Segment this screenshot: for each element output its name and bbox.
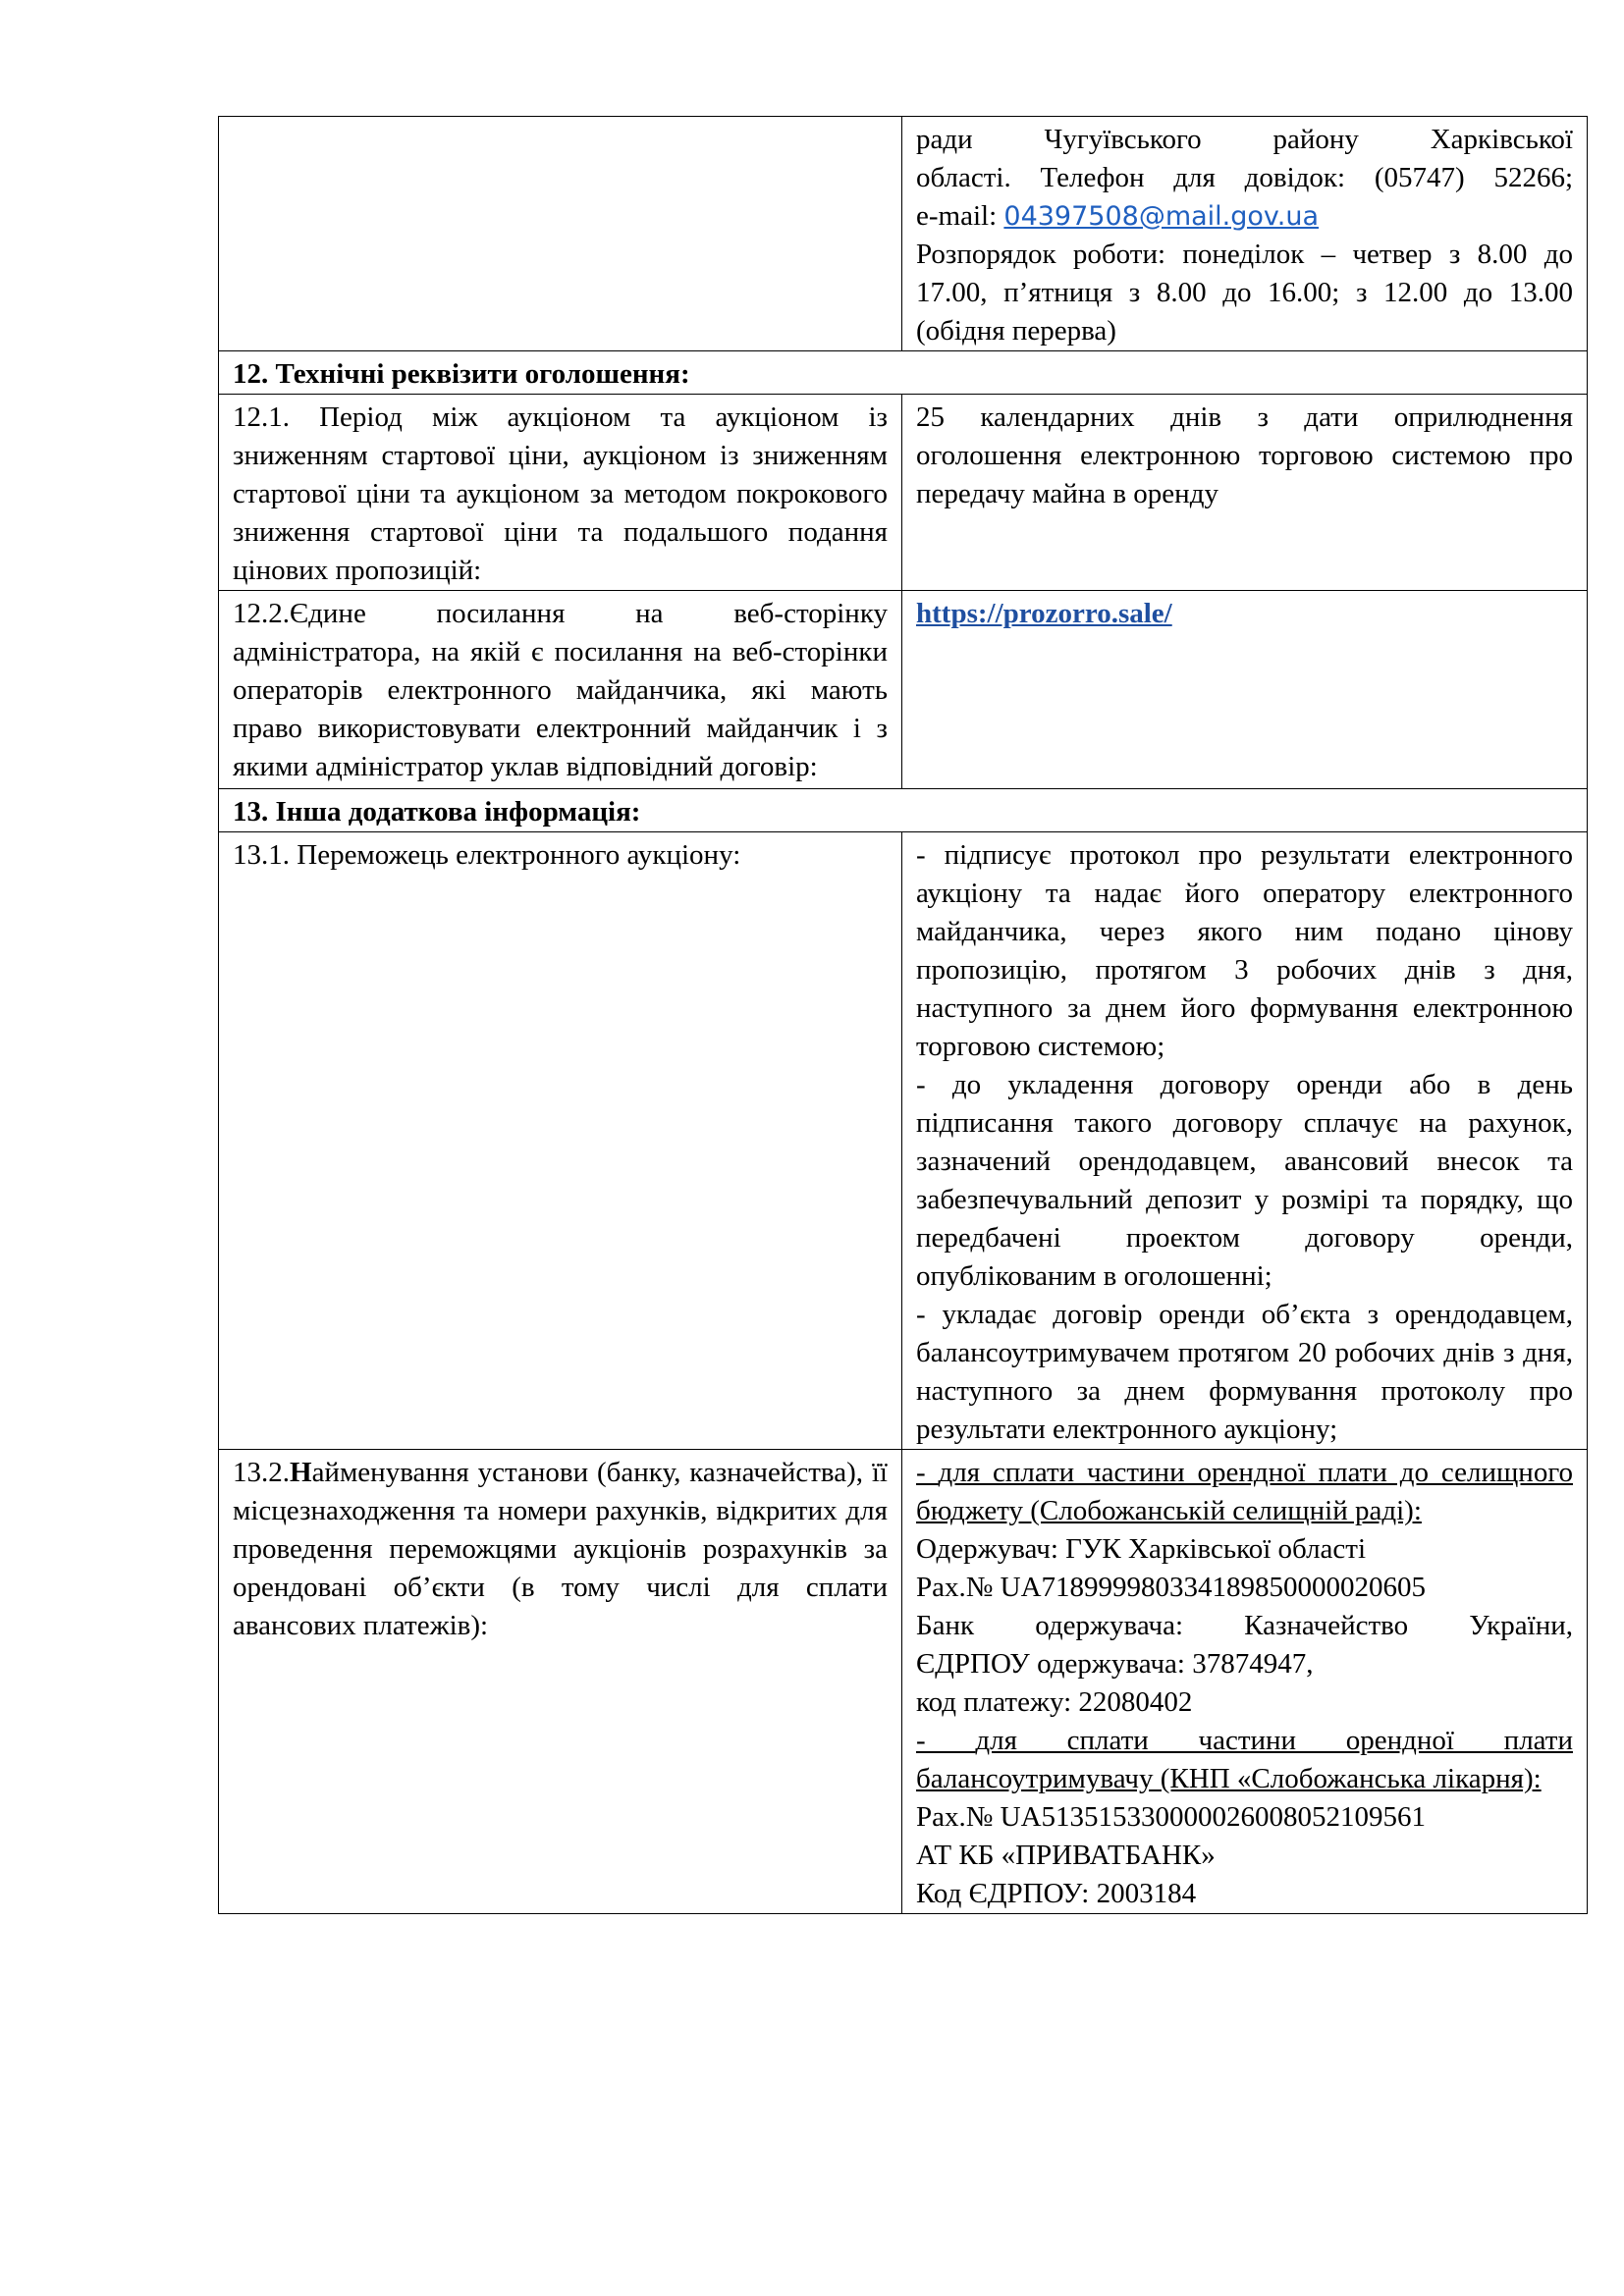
row-12-1-label: 12.1. Період між аукціоном та аукціоном із зниженням стартової ціни, аукціоном із зниженням стартової ціни та аукціоном за методом покрокового зниження стартової ціни та подальшого подання цінових пропозицій:	[219, 395, 902, 591]
email-label: e-mail:	[916, 200, 1004, 232]
contact-line: ради Чугуївського району Харківської	[916, 124, 1573, 155]
prozorro-link[interactable]: https://prozorro.sale/	[916, 598, 1172, 629]
payment-line: ЄДРПОУ одержувача: 37874947,	[916, 1648, 1314, 1680]
payment-line: АТ КБ «ПРИВАТБАНК»	[916, 1840, 1216, 1871]
table-row	[219, 117, 1588, 351]
payment-line: Рах.№ UA718999980334189850000020605	[916, 1572, 1427, 1603]
label-bold-letter: Н	[290, 1457, 312, 1488]
table-row	[219, 1450, 1588, 1914]
row-13-1-value	[902, 832, 1588, 1450]
payment-holder-heading	[916, 1722, 1573, 1798]
payment-line: Одержувач: ГУК Харківської області	[916, 1533, 1367, 1565]
payment-heading-text: для сплати частини орендної плати балансоутримувачу (КНП «Слобожанська лікарня):	[916, 1725, 1573, 1794]
contact-cell	[902, 117, 1588, 351]
payment-line: Банк одержувача: Казначейство України,	[916, 1610, 1573, 1641]
row-12-2-value	[902, 591, 1588, 789]
winner-duty-item: - укладає договір оренди об’єкта з орендодавцем, балансоутримувачем протягом 20 робочих днів з дня, наступного за днем формування протоколу про результати електронного аукціону;	[916, 1299, 1573, 1445]
table-row	[219, 789, 1588, 832]
dash: -	[916, 1457, 939, 1488]
empty-cell	[219, 117, 902, 351]
payment-heading-text: для сплати частини орендної плати до селищного бюджету (Слобожанській селищній раді):	[916, 1457, 1573, 1526]
winner-duty-item: - до укладення договору оренди або в день підписання такого договору сплачує на рахунок, зазначений орендодавцем, авансовий внесок та забезпечувальний депозит у розмірі та порядку, що передбачені проектом договору оренди, опублікованим в оголошенні;	[916, 1069, 1573, 1292]
winner-duty-item: - підписує протокол про результати електронного аукціону та надає його оператору електронного майданчика, через якого ним подано цінову пропозицію, протягом 3 робочих днів з дня, наступного за днем його формування електронною торговою системою;	[916, 839, 1573, 1062]
email-link[interactable]: 04397508@mail.gov.ua	[1003, 201, 1320, 232]
label-prefix: 13.2.	[233, 1457, 290, 1488]
info-table	[218, 116, 1588, 1914]
work-schedule: Розпорядок роботи: понеділок – четвер з 8.00 до 17.00, п’ятниця з 8.00 до 16.00; з 12.00 до 13.00 (обідня перерва)	[916, 239, 1573, 347]
payment-line: код платежу: 22080402	[916, 1686, 1193, 1718]
payment-budget-heading	[916, 1454, 1573, 1530]
email-line	[916, 197, 1573, 236]
document-page	[218, 116, 1587, 1914]
table-row	[219, 591, 1588, 789]
section-12-title: 12. Технічні реквізити оголошення:	[219, 351, 1588, 395]
section-13-title: 13. Інша додаткова інформація:	[219, 789, 1588, 832]
dash: -	[916, 1725, 976, 1756]
table-row	[219, 351, 1588, 395]
payment-line: Рах.№ UA513515330000026008052109561	[916, 1801, 1427, 1833]
label-text: айменування установи (банку, казначейства), її місцезнаходження та номери рахунків, відкритих для проведення переможцями аукціонів розрахунків за орендовані об’єкти (в тому числі для сплати авансових платежів):	[233, 1457, 888, 1641]
table-row	[219, 832, 1588, 1450]
table-row	[219, 395, 1588, 591]
row-13-2-value	[902, 1450, 1588, 1914]
row-12-2-label: 12.2.Єдине посилання на веб-сторінку адміністратора, на якій є посилання на веб-сторінки операторів електронного майданчика, які мають право використовувати електронний майданчик і з якими адміністратор уклав відповідний договір:	[219, 591, 902, 789]
contact-line: області. Телефон для довідок: (05747) 52266;	[916, 162, 1573, 193]
row-13-1-label: 13.1. Переможець електронного аукціону:	[219, 832, 902, 1450]
payment-line: Код ЄДРПОУ: 2003184	[916, 1878, 1197, 1909]
row-13-2-label	[219, 1450, 902, 1914]
row-12-1-value: 25 календарних днів з дати оприлюднення оголошення електронною торговою системою про передачу майна в оренду	[902, 395, 1588, 591]
